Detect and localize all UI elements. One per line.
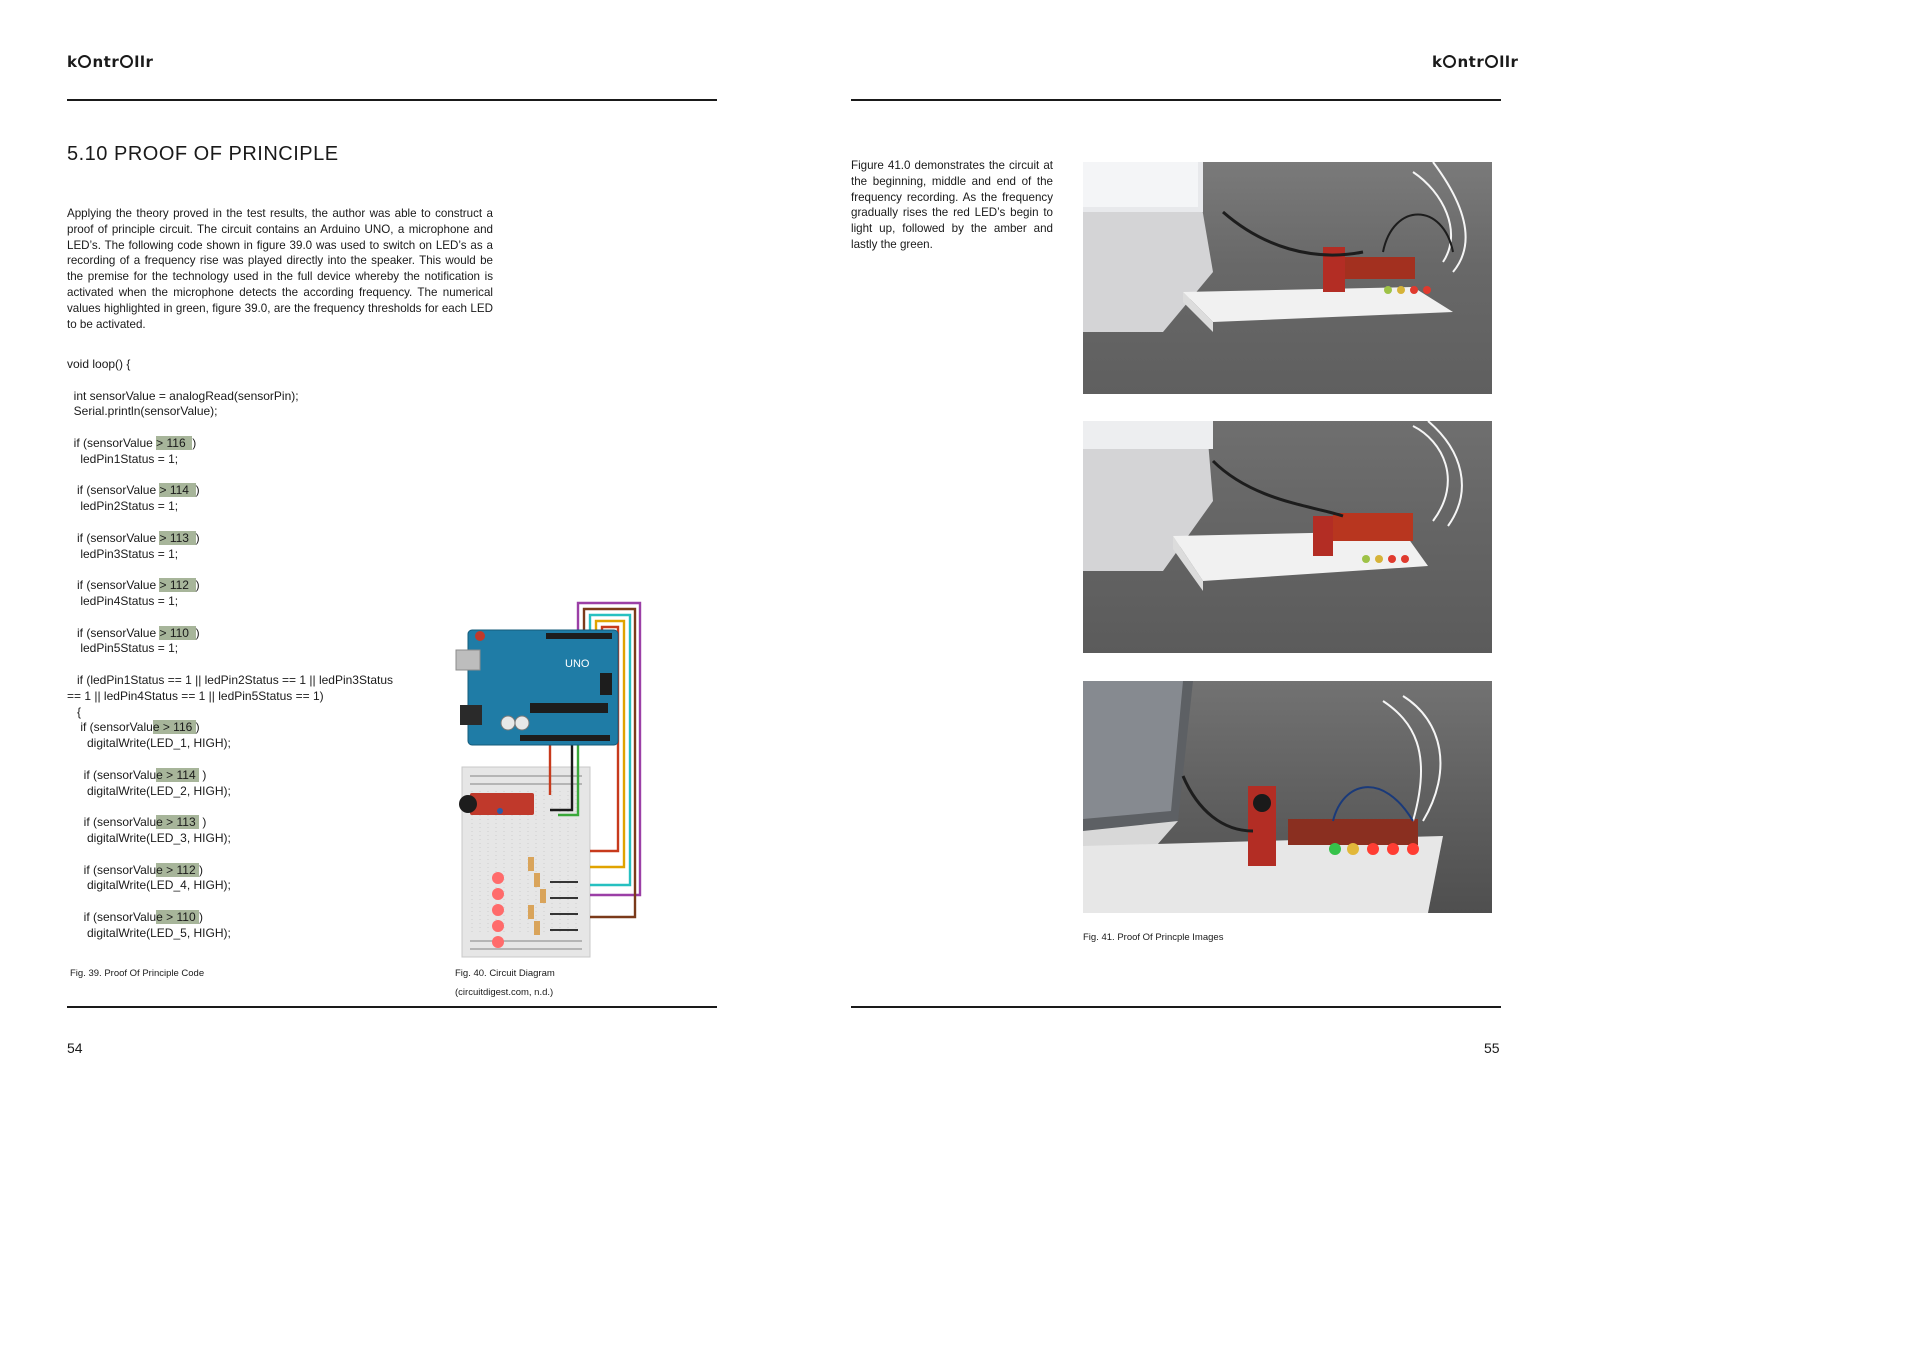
code-line: Serial.println(sensorValue); — [67, 404, 218, 419]
circuit-photo — [1083, 421, 1492, 653]
code-line: if (sensorValue > 113 ) — [67, 815, 207, 830]
code-line: digitalWrite(LED_2, HIGH); — [67, 783, 231, 798]
code-line: digitalWrite(LED_3, HIGH); — [67, 830, 231, 845]
code-line: ledPin3Status = 1; — [67, 546, 179, 561]
code-line: if (sensorValue > 114 ) — [67, 483, 200, 498]
code-line: if (sensorValue > 114 ) — [67, 767, 207, 782]
code-line: if (sensorValue > 110 ) — [67, 909, 203, 924]
threshold-highlight: > 116 — [156, 435, 193, 450]
page-number: 54 — [67, 1040, 83, 1056]
figure-caption: Fig. 41. Proof Of Princple Images — [1083, 932, 1224, 943]
threshold-highlight: e > 114 — [156, 767, 199, 782]
description-paragraph: Figure 41.0 demonstrates the circuit at the beginning, middle and end of the frequency recording. As the frequency gradually rises the red LED’s begin to light up, followed by the amber and lastly the green. — [851, 159, 1053, 251]
code-line: if (ledPin1Status == 1 || ledPin2Status == 1 || ledPin3Status — [67, 672, 394, 687]
code-line: digitalWrite(LED_5, HIGH); — [67, 925, 231, 940]
code-line: ledPin1Status = 1; — [67, 451, 179, 466]
footer-rule — [851, 1006, 1501, 1008]
threshold-highlight: e > 116 — [152, 720, 196, 735]
logo: k ntr llr — [1432, 53, 1519, 71]
code-line: digitalWrite(LED_1, HIGH); — [67, 736, 231, 751]
figure-caption: Fig. 40. Circuit Diagram — [455, 968, 555, 979]
code-listing — [67, 357, 447, 941]
section-heading: 5.10 PROOF OF PRINCIPLE — [67, 143, 339, 165]
circuit-photo — [1083, 681, 1492, 913]
circuit-photo — [1083, 162, 1492, 394]
board-label: UNO — [565, 658, 590, 670]
figure-source: (circuitdigest.com, n.d.) — [455, 987, 554, 998]
code-line: if (sensorValue > 116 ) — [67, 720, 200, 735]
code-line: { — [67, 704, 82, 719]
threshold-highlight: e > 112 — [156, 862, 199, 877]
figure-caption: Fig. 39. Proof Of Principle Code — [70, 968, 205, 979]
threshold-highlight: > 113 — [159, 530, 196, 545]
threshold-highlight: e > 110 — [156, 909, 199, 924]
logo: k ntr llr — [67, 53, 154, 71]
intro-paragraph: Applying the theory proved in the test results, the author was able to construct a proof of principle circuit. The circuit contains an Arduino UNO, a microphone and LED’s. The following code shown in figure 39.0 was used to switch on LED’s as a recording of a frequency rise was played directly into the speaker. This would be the premise for the technology used in the full device whereby the notification is activated when the microphone detects the according frequency. The numerical values highlighted in green, figure 39.0, are the frequency thresholds for each LED to be activated. — [67, 207, 493, 331]
threshold-highlight: > 110 — [159, 625, 196, 640]
code-line: ledPin5Status = 1; — [67, 641, 179, 656]
code-line: if (sensorValue > 113 ) — [67, 530, 200, 545]
code-line: int sensorValue = analogRead(sensorPin); — [67, 388, 299, 403]
header-rule — [67, 99, 717, 101]
threshold-highlight: > 114 — [159, 483, 196, 498]
threshold-highlight: e > 113 — [156, 815, 199, 830]
header-rule — [851, 99, 1501, 101]
footer-rule — [67, 1006, 717, 1008]
code-line: == 1 || ledPin4Status == 1 || ledPin5Status == 1) — [67, 688, 324, 703]
threshold-highlight: > 112 — [159, 578, 196, 593]
code-line: if (sensorValue > 112 ) — [67, 578, 200, 593]
circuit-diagram — [450, 595, 650, 965]
code-line: if (sensorValue > 116 ) — [67, 435, 197, 450]
code-line: if (sensorValue > 110 ) — [67, 625, 200, 640]
page-number: 55 — [1484, 1040, 1500, 1056]
code-line: ledPin2Status = 1; — [67, 499, 179, 514]
code-line: digitalWrite(LED_4, HIGH); — [67, 878, 231, 893]
code-line: if (sensorValue > 112 ) — [67, 862, 203, 877]
code-line: void loop() { — [67, 357, 131, 371]
code-line: ledPin4Status = 1; — [67, 593, 179, 608]
